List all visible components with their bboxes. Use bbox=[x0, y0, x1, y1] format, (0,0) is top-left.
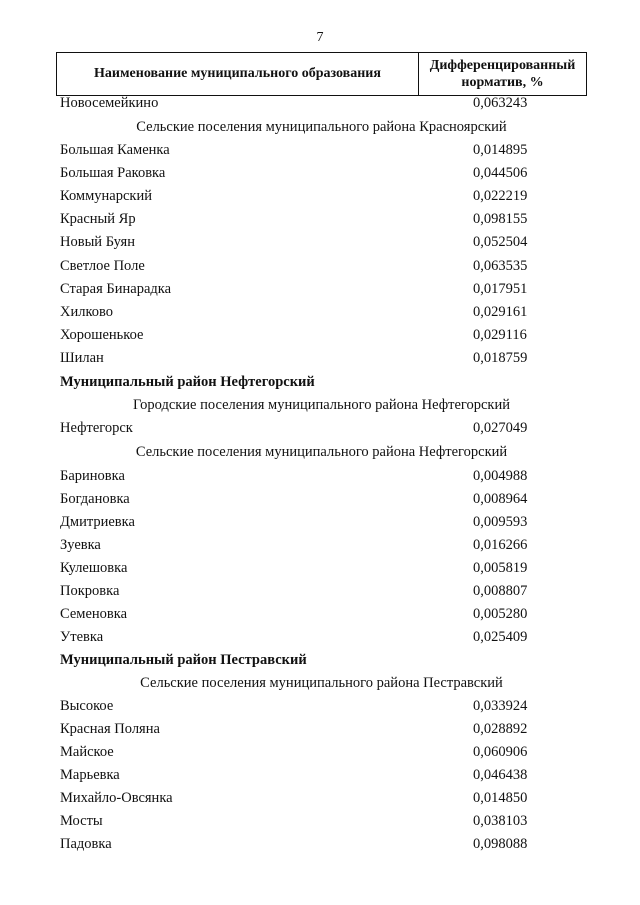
settlement-value: 0,098088 bbox=[473, 836, 528, 852]
table-row bbox=[60, 581, 580, 601]
settlement-value: 0,018759 bbox=[473, 350, 528, 366]
settlement-value: 0,008964 bbox=[473, 491, 528, 507]
table-row bbox=[60, 140, 580, 160]
settlement-name: Михайло-Овсянка bbox=[60, 790, 173, 806]
table-row bbox=[60, 627, 580, 647]
section-heading: Городские поселения муниципального района Нефтегорский bbox=[133, 397, 510, 413]
settlement-value: 0,025409 bbox=[473, 629, 528, 645]
table-row bbox=[60, 512, 580, 532]
settlement-value: 0,098155 bbox=[473, 211, 528, 227]
settlement-value: 0,022219 bbox=[473, 188, 528, 204]
page-number: 7 bbox=[316, 30, 324, 45]
settlement-name: Хорошенькое bbox=[60, 327, 144, 343]
settlement-value: 0,014850 bbox=[473, 790, 528, 806]
settlement-value: 0,052504 bbox=[473, 234, 528, 250]
settlement-name: Утевка bbox=[60, 629, 104, 645]
settlement-name: Хилково bbox=[60, 304, 114, 320]
column-header-name: Наименование муниципального образования bbox=[57, 53, 419, 95]
settlement-value: 0,008807 bbox=[473, 583, 528, 599]
table-row bbox=[60, 418, 580, 438]
settlement-name: Светлое Поле bbox=[60, 258, 145, 274]
settlement-name: Коммунарский bbox=[60, 188, 152, 204]
table-row bbox=[60, 302, 580, 322]
settlement-value: 0,029161 bbox=[473, 304, 528, 320]
settlement-value: 0,029116 bbox=[473, 327, 527, 343]
settlement-name: Большая Раковка bbox=[60, 165, 166, 181]
settlement-name: Семеновка bbox=[60, 606, 128, 622]
table-row bbox=[60, 535, 580, 555]
settlement-name: Зуевка bbox=[60, 537, 101, 553]
settlement-value: 0,005280 bbox=[473, 606, 528, 622]
settlement-value: 0,016266 bbox=[473, 537, 528, 553]
settlement-value: 0,063535 bbox=[473, 258, 528, 274]
table-row bbox=[60, 348, 580, 368]
column-header-value: Дифференцированный норматив, % bbox=[429, 58, 576, 90]
table-row bbox=[60, 466, 580, 486]
settlement-name: Богдановка bbox=[60, 491, 130, 507]
settlement-name: Высокое bbox=[60, 698, 114, 714]
district-heading: Муниципальный район Нефтегорский bbox=[60, 374, 315, 390]
settlement-name: Новосемейкино bbox=[60, 95, 159, 111]
settlement-value: 0,046438 bbox=[473, 767, 528, 783]
settlement-name: Нефтегорск bbox=[60, 420, 133, 436]
table-row bbox=[60, 256, 580, 276]
settlement-name: Марьевка bbox=[60, 767, 120, 783]
settlement-name: Шилан bbox=[60, 350, 104, 366]
settlement-name: Красная Поляна bbox=[60, 721, 160, 737]
table-row bbox=[60, 696, 580, 716]
settlement-name: Покровка bbox=[60, 583, 120, 599]
settlement-name: Большая Каменка bbox=[60, 142, 170, 158]
table-row bbox=[60, 788, 580, 808]
settlement-value: 0,060906 bbox=[473, 744, 528, 760]
settlement-value: 0,009593 bbox=[473, 514, 528, 530]
settlement-value: 0,027049 bbox=[473, 420, 528, 436]
settlement-name: Падовка bbox=[60, 836, 112, 852]
settlement-name: Мосты bbox=[60, 813, 103, 829]
table-row bbox=[60, 209, 580, 229]
table-row bbox=[60, 558, 580, 578]
table-row bbox=[60, 765, 580, 785]
table-row bbox=[60, 93, 580, 113]
table-row bbox=[60, 163, 580, 183]
settlement-name: Красный Яр bbox=[60, 211, 136, 227]
table-header bbox=[56, 52, 587, 96]
section-heading: Сельские поселения муниципального района Пестравский bbox=[140, 675, 503, 691]
section-heading: Сельские поселения муниципального района Нефтегорский bbox=[135, 444, 508, 460]
table-row bbox=[60, 834, 580, 854]
table-row bbox=[60, 232, 580, 252]
settlement-value: 0,028892 bbox=[473, 721, 528, 737]
settlement-value: 0,004988 bbox=[473, 468, 528, 484]
settlement-value: 0,038103 bbox=[473, 813, 528, 829]
settlement-name: Майское bbox=[60, 744, 114, 760]
settlement-value: 0,005819 bbox=[473, 560, 528, 576]
table-row bbox=[60, 719, 580, 739]
table-row bbox=[60, 742, 580, 762]
settlement-value: 0,014895 bbox=[473, 142, 528, 158]
settlement-name: Новый Буян bbox=[60, 234, 135, 250]
table-row bbox=[60, 489, 580, 509]
section-heading: Сельские поселения муниципального района Красноярский bbox=[136, 119, 507, 135]
settlement-value: 0,033924 bbox=[473, 698, 528, 714]
settlement-value: 0,063243 bbox=[473, 95, 528, 111]
table-row bbox=[60, 325, 580, 345]
settlement-value: 0,044506 bbox=[473, 165, 528, 181]
table-row bbox=[60, 811, 580, 831]
table-row bbox=[60, 604, 580, 624]
district-heading: Муниципальный район Пестравский bbox=[60, 652, 307, 668]
settlement-name: Кулешовка bbox=[60, 560, 128, 576]
settlement-name: Старая Бинарадка bbox=[60, 281, 172, 297]
settlement-name: Бариновка bbox=[60, 468, 125, 484]
settlement-value: 0,017951 bbox=[473, 281, 528, 297]
table-row bbox=[60, 279, 580, 299]
settlement-name: Дмитриевка bbox=[60, 514, 135, 530]
table-row bbox=[60, 186, 580, 206]
